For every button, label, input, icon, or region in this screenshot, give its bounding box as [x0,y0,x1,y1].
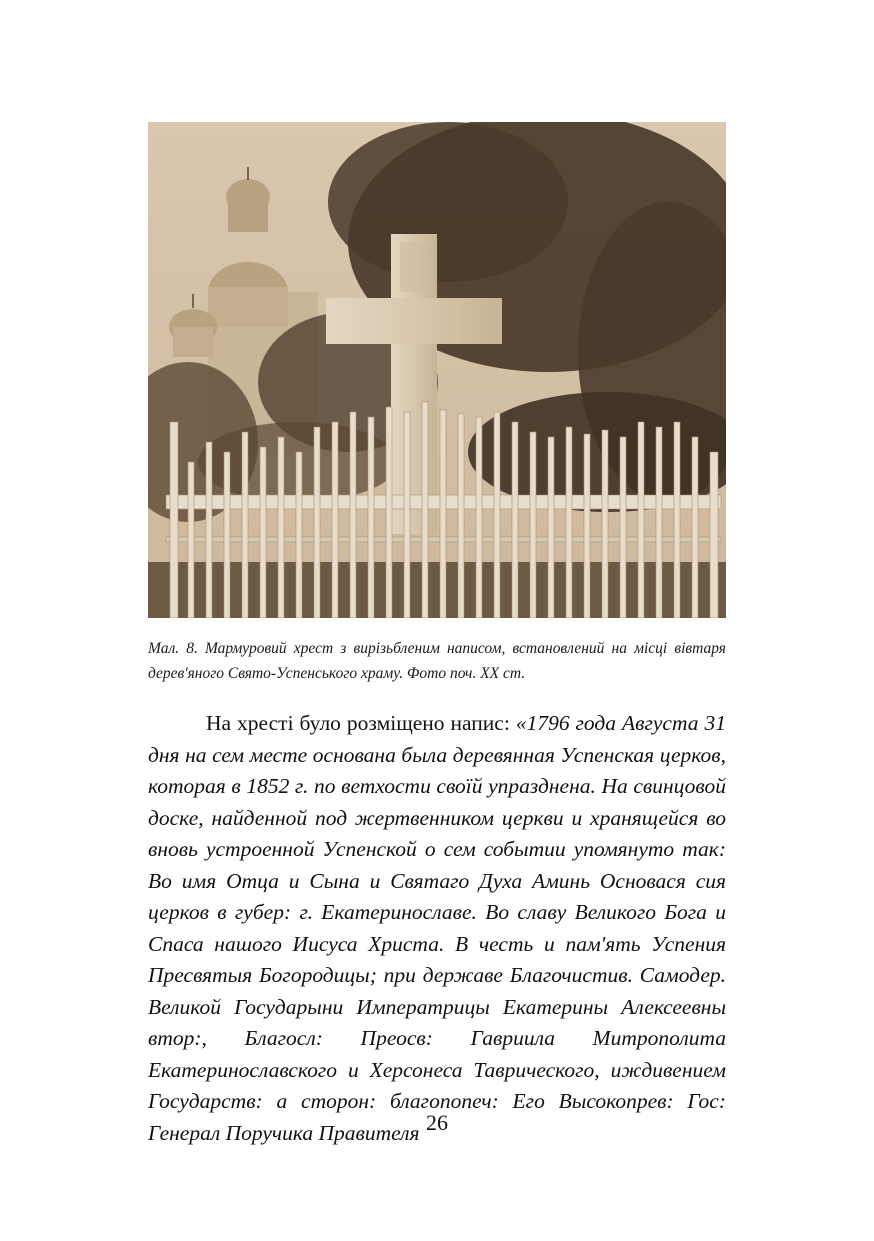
body-lead-text: На хресті було розміщено напис: [206,711,516,735]
historical-photo [148,122,726,618]
figure-caption: Мал. 8. Мармуровий хрест з вирізьбленим написом, встановлений на місці вівтаря дерев'яного Свято-Успенського храму. Фото поч. ХХ ст. [148,640,726,682]
body-paragraph [148,708,726,1149]
page-number: 26 [426,1110,448,1135]
inscription-quote: «1796 года Августа 31 дня на сем месте основана была деревянная Успенская церков, которая в 1852 г. по ветхости своїй упразднена. На свинцовой доске, найденной под жертвенником церкви и хранящейся во вновь устроенной Успенской о сем событии упомянуто так: Во имя Отца и Сына и Святаго Духа Аминь Основася сия церков в губер: г. Екатеринославе. Во славу Великого Бога и Спаса нашого Иисуса Христа. В честь и пам'ять Успения Пресвятыя Богородицы; при державе Благочистив. Самодер. Великой Государыни Императрицы Екатерины Алексеевны втор:, Благосл: Преосв: Гавриила Митрополита Екатеринославского и Херсонеса Таврического, иждивением Государств: а сторон: благопопеч: Его Высокопрев: Гос: Генерал Поручика Правителя [148,711,726,1145]
cross-photo-image [148,122,726,618]
